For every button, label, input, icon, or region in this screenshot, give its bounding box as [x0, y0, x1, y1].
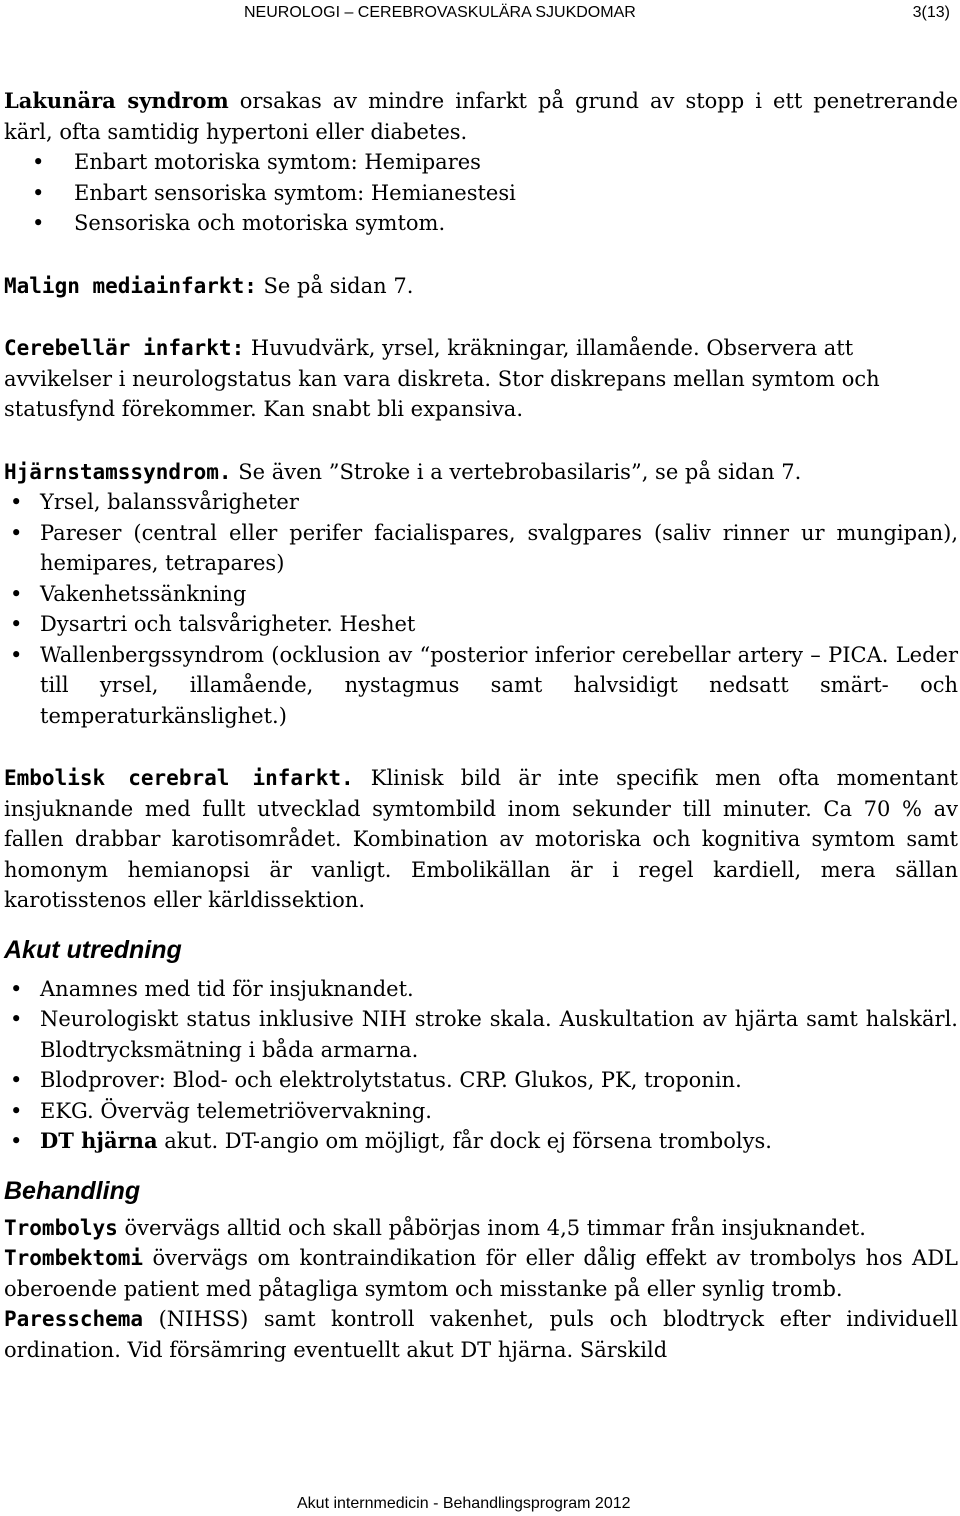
list-item: • Yrsel, balanssvårigheter [4, 487, 958, 518]
malign-text: Se på sidan 7. [256, 273, 414, 298]
list-item: • Anamnes med tid för insjuknandet. [4, 974, 958, 1005]
hjarnstam-label: Hjärnstamssyndrom. [4, 459, 232, 484]
list-item: • Neurologiskt status inklusive NIH stroke skala. Auskultation av hjärta samt halskärl. Blodtrycksmätning i båda armarna. [4, 1004, 958, 1065]
list-item: • Sensoriska och motoriska symtom. [4, 208, 958, 239]
cerebellar-text: Huvudvärk, yrsel, kräkningar, illamående. Observera att avvikelser i neurologstatus kan vara diskreta. Stor diskrepans mellan symtom och statusfynd förekommer. Kan snabt bli expansiva. [4, 336, 880, 421]
list-item: • Dysartri och talsvårigheter. Heshet [4, 609, 958, 640]
list-item: • Blodprover: Blod- och elektrolytstatus. CRP. Glukos, PK, troponin. [4, 1065, 958, 1096]
embolisk-label: Embolisk cerebral infarkt. [4, 766, 354, 790]
page-footer: Akut internmedicin - Behandlingsprogram 2012 [297, 1495, 631, 1512]
hjarnstam-list [4, 487, 958, 731]
behandling-heading: Behandling [4, 1176, 141, 1205]
list-item [4, 1126, 958, 1157]
trombektomi-paragraph [4, 1243, 958, 1304]
page-header [0, 4, 960, 28]
paresschema-label: Paresschema [4, 1307, 144, 1331]
akut-list [4, 974, 958, 1157]
trombektomi-text: övervägs om kontraindikation för eller dålig effekt av trombolys hos ADL oberoende patient med påtagliga symtom och misstanke på eller synlig tromb. [4, 1246, 958, 1301]
cerebellar-label: Cerebellär infarkt: [4, 336, 245, 360]
hjarnstam-text: Se även ”Stroke i a vertebrobasilaris”, se på sidan 7. [231, 459, 802, 484]
list-item: • Enbart sensoriska symtom: Hemianestesi [4, 178, 958, 209]
list-item: • Enbart motoriska symtom: Hemipares [4, 147, 958, 178]
trombektomi-label: Trombektomi [4, 1246, 144, 1270]
embolisk-text: Klinisk bild är inte specifik men ofta momentant insjuknande med fullt utvecklad symtombild inom sekunder till minuter. Ca 70 % av fallen drabbar karotisområdet. Kombination av motoriska och kognitiva symtom samt homonym hemianopsi är vanligt. Embolikällan är i regel kardiell, mera sällan karotisstenos eller kärldissektion. [4, 766, 958, 912]
document-body [4, 86, 958, 1365]
page-number: 3(13) [912, 4, 950, 21]
header-title: NEUROLOGI – CEREBROVASKULÄRA SJUKDOMAR [244, 4, 636, 21]
dt-label: DT hjärna [40, 1128, 158, 1153]
malign-label: Malign mediainfarkt: [4, 273, 257, 298]
list-item: • Wallenbergssyndrom (ocklusion av “posterior inferior cerebellar artery – PICA. Leder till yrsel, illamående, nystagmus samt halvsidigt nedsatt smärt- och temperaturkänslighet.) [4, 640, 958, 732]
embolisk-paragraph [4, 763, 958, 916]
list-item: • Vakenhetssänkning [4, 579, 958, 610]
hjarnstam-paragraph [4, 457, 958, 488]
list-item: • EKG. Överväg telemetriövervakning. [4, 1096, 958, 1127]
trombolys-text: övervägs alltid och skall påbörjas inom 4,5 timmar från insjuknandet. [117, 1215, 866, 1240]
list-item: • Pareser (central eller perifer facialispares, svalgpares (saliv rinner ur mungipan), hemipares, tetrapares) [4, 518, 958, 579]
lakunar-list [4, 147, 958, 239]
lakunar-paragraph [4, 86, 958, 147]
paresschema-paragraph [4, 1304, 958, 1365]
malign-paragraph [4, 271, 958, 302]
akut-heading: Akut utredning [4, 935, 182, 964]
trombolys-label: Trombolys [4, 1215, 118, 1240]
lakunar-label: Lakunära syndrom [4, 88, 229, 113]
paresschema-text: (NIHSS) samt kontroll vakenhet, puls och blodtryck efter individuell ordination. Vid försämring eventuellt akut DT hjärna. Särskild [4, 1307, 958, 1362]
cerebellar-paragraph [4, 333, 958, 425]
trombolys-paragraph [4, 1213, 958, 1244]
lakunar-text: orsakas av mindre infarkt på grund av stopp i ett penetrerande kärl, ofta samtidig hypertoni eller diabetes. [4, 89, 958, 144]
dt-text: akut. DT-angio om möjligt, får dock ej försena trombolys. [157, 1129, 772, 1153]
